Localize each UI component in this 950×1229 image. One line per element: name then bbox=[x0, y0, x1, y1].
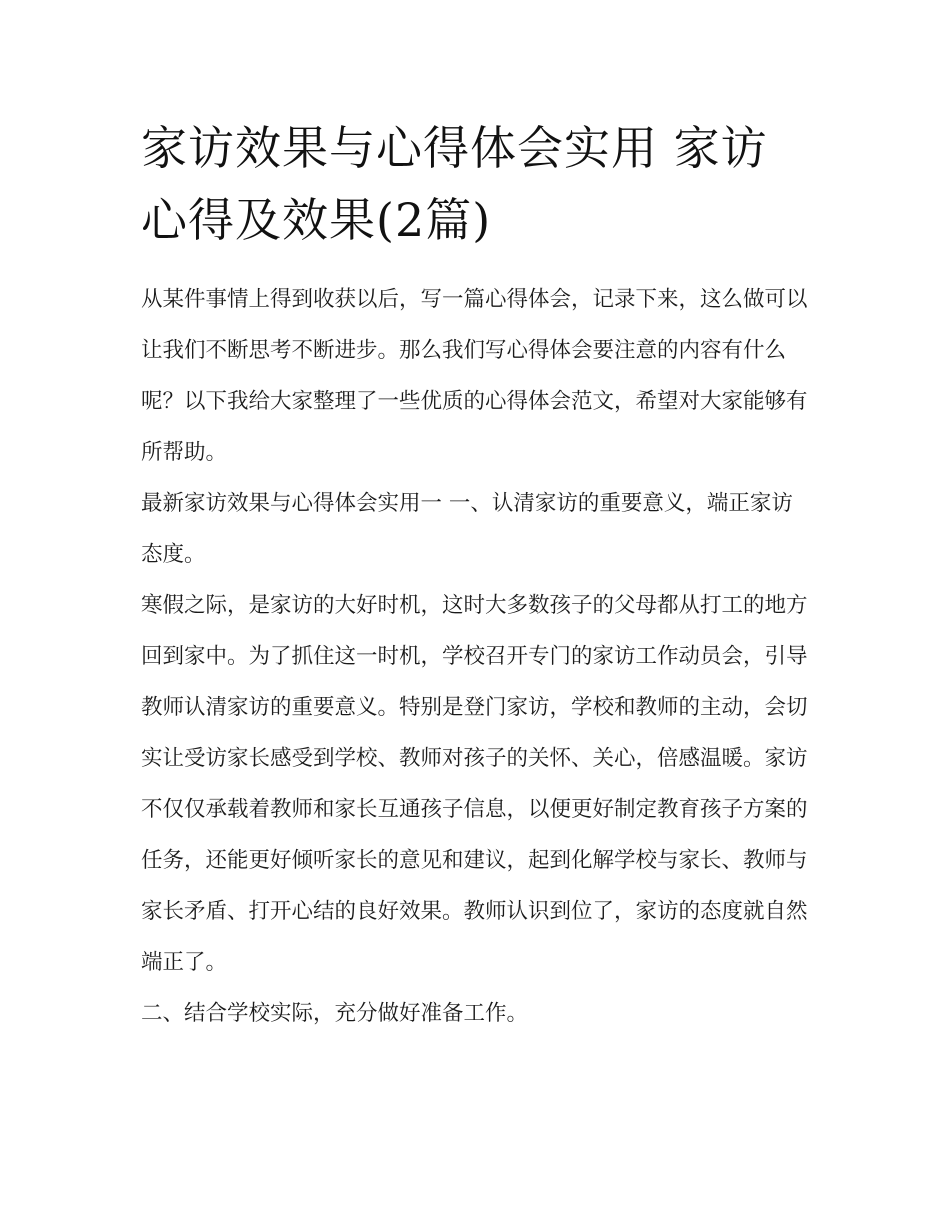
document-title: 家访效果与心得体会实用 家访心得及效果(2篇) bbox=[141, 121, 768, 247]
paragraph-section-one-heading: 最新家访效果与心得体会实用一 一、认清家访的重要意义，端正家访态度。 bbox=[141, 491, 793, 567]
document-body bbox=[141, 112, 813, 1039]
paragraph-section-one-body: 寒假之际，是家访的大好时机，这时大多数孩子的父母都从打工的地方回到家中。为了抓住这一时机，学校召开专门的家访工作动员会，引导教师认清家访的重要意义。特别是登门家访，学校和教师的主动，会切实让受访家长感受到学校、教师对孩子的关怀、关心，倍感温暖。家访不仅仅承载着教师和家长互通孩子信息，以便更好制定教育孩子方案的任务，还能更好倾听家长的意见和建议，起到化解学校与家长、教师与家长矛盾、打开心结的良好效果。教师认识到位了，家访的态度就自然端正了。 bbox=[141, 593, 808, 975]
paragraph-intro: 从某件事情上得到收获以后，写一篇心得体会，记录下来，这么做可以让我们不断思考不断进步。那么我们写心得体会要注意的内容有什么呢？以下我给大家整理了一些优质的心得体会范文，希望对大家能够有所帮助。 bbox=[141, 287, 808, 465]
paragraph-section-two-heading: 二、结合学校实际，充分做好准备工作。 bbox=[141, 1001, 529, 1026]
